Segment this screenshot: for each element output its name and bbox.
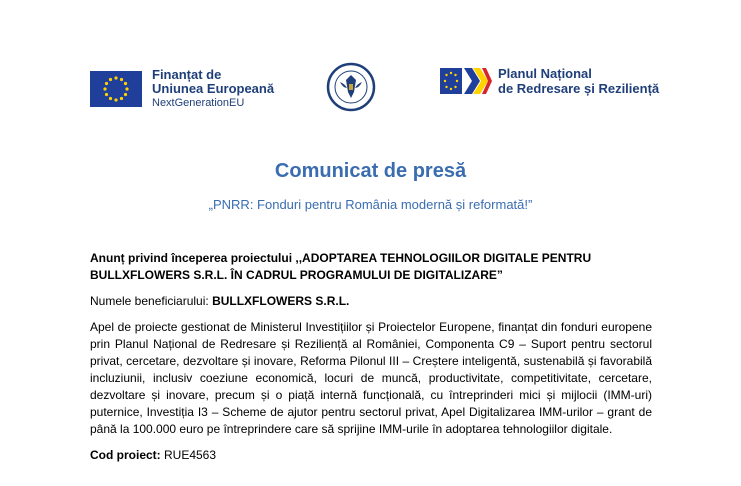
beneficiary-value: BULLXFLOWERS S.R.L. [212,294,350,308]
body-paragraph: Apel de proiecte gestionat de Ministerul Investițiilor și Proiectelor Europene, finanțat din fonduri europene prin Planul Național de Redresare și Reziliență al României, Componenta C9 – Suport pentru sectorul privat, cercetare, dezvoltare și inovare, Reforma Pilonul III – Creștere inteligentă, sustenabilă și favorabilă incluziunii, inclusiv coeziune economică, locuri de muncă, productivitate, competitivitate, cercetare, dezvoltare și inovare, precum și o piață internă funcțională, cu întreprinderi mici și mijlocii (IMM-uri) puternice, Investiția I3 – Scheme de ajutor pentru sectorul privat, Apel Digitalizarea IMM-urilor – grant de până la 100.000 euro pe întreprindere care să sprijine IMM-urile în adoptarea tehnologiilor digitale. [90,320,652,436]
project-code-label: Cod proiect: [90,448,164,462]
document-body [90,250,652,464]
pnrr-logo-line1: Planul Național [498,66,592,81]
beneficiary-label: Numele beneficiarului: [90,294,213,308]
beneficiary-line [90,293,652,310]
eu-flag-icon [90,71,142,107]
page-title: Comunicat de presă [274,160,467,182]
project-code-value: RUE4563 [164,448,217,462]
eu-logo-line1: Finanțat de [152,67,222,82]
eu-logo-line2: Uniunea Europeană [152,81,275,96]
pnrr-logo [440,66,659,96]
eu-logo-line3: NextGenerationEU [152,97,245,109]
pnrr-flag-icon [440,68,492,94]
eu-funding-logo [90,68,274,110]
logo-bar [0,0,741,130]
pnrr-logo-line2: de Redresare și Reziliență [498,81,660,96]
project-code-line [90,447,652,464]
romanian-government-seal-icon [326,62,376,112]
announcement-headline: Anunț privind începerea proiectului ,,ADOPTAREA TEHNOLOGIILOR DIGITALE PENTRU BULLXFLOWERS S.R.L. ÎN CADRUL PROGRAMULUI DE DIGITALIZARE” [90,251,592,282]
page-subtitle: „PNRR: Fonduri pentru România modernă și reformată!” [208,197,533,212]
